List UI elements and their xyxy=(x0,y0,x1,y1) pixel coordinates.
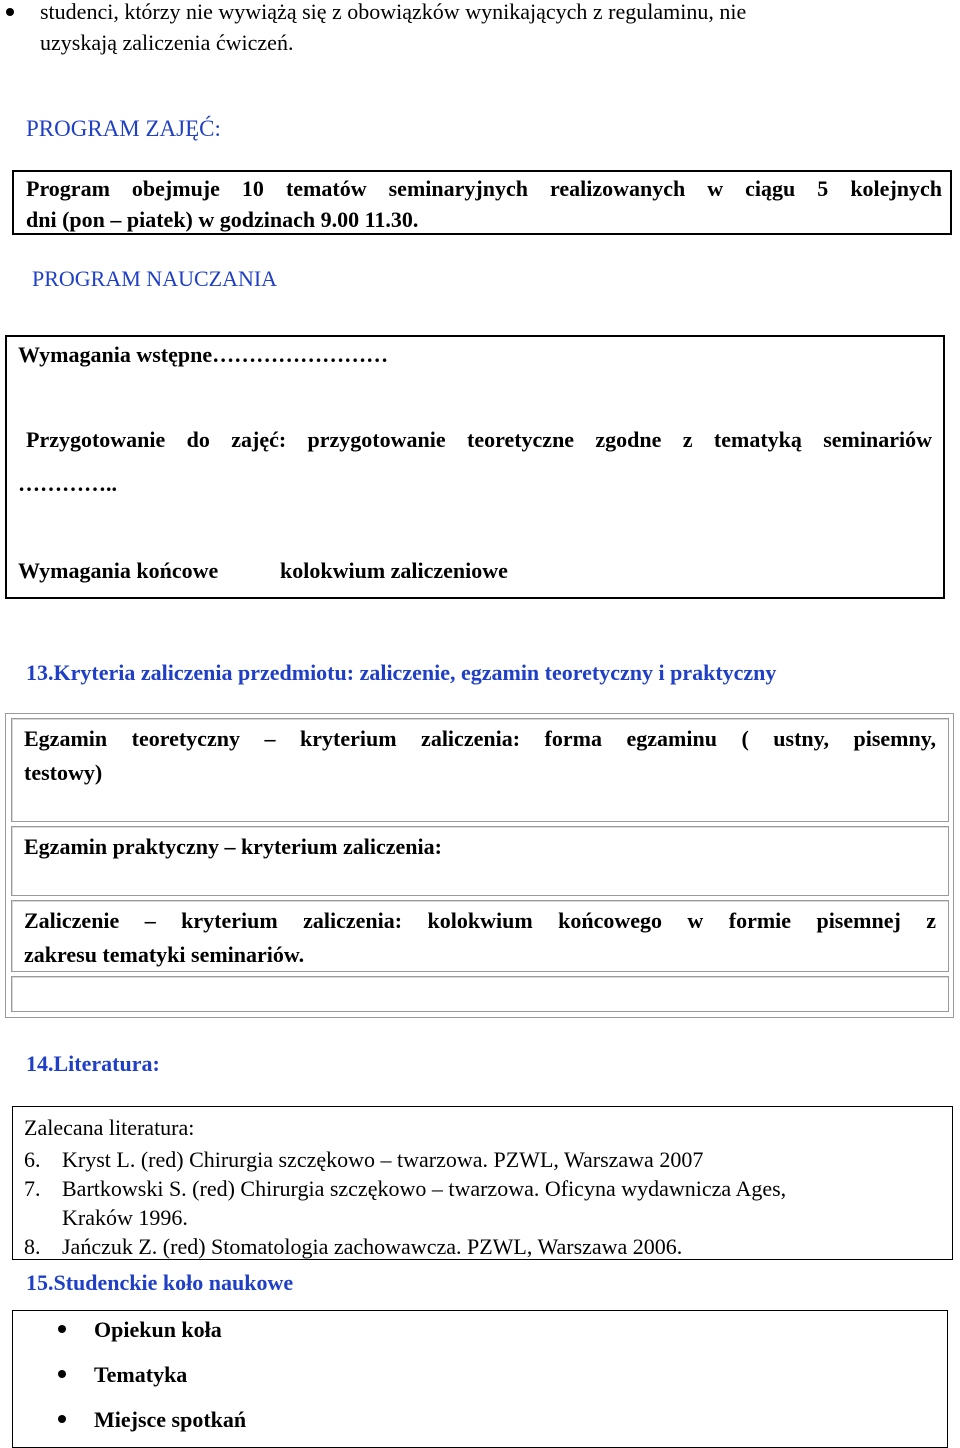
kolo-bullet-2 xyxy=(58,1370,66,1378)
kryteria-row3-line-2: zakresu tematyki seminariów. xyxy=(24,942,305,967)
intro-line-2: uzyskają zaliczenia ćwiczeń. xyxy=(40,30,294,55)
kolo-item-opiekun: Opiekun koła xyxy=(94,1317,222,1342)
kolo-bullet-3 xyxy=(58,1415,66,1423)
program-zajec-heading: PROGRAM ZAJĘĆ: xyxy=(26,116,221,141)
kryteria-row1-line-1: Egzamin teoretyczny – kryterium zaliczenia: forma egzaminu ( ustny, pisemny, xyxy=(24,726,936,751)
kryteria-row2: Egzamin praktyczny – kryterium zaliczenia: xyxy=(24,834,442,859)
kolo-item-miejsce: Miejsce spotkań xyxy=(94,1407,247,1432)
literatura-item-7-line-2: Kraków 1996. xyxy=(62,1205,188,1230)
literatura-item-8-num: 8. xyxy=(24,1234,41,1259)
wymagania-koncowe-value: kolokwium zaliczeniowe xyxy=(280,558,508,583)
literatura-subheading: Zalecana literatura: xyxy=(24,1115,195,1140)
literatura-item-8: Jańczuk Z. (red) Stomatologia zachowawcza. PZWL, Warszawa 2006. xyxy=(62,1234,683,1259)
przygotowanie-line-2: ………….. xyxy=(18,471,117,496)
literatura-heading: 14.Literatura: xyxy=(26,1051,160,1076)
kolo-heading: 15.Studenckie koło naukowe xyxy=(26,1270,294,1295)
program-nauczania-heading: PROGRAM NAUCZANIA xyxy=(32,266,278,291)
intro-line-1: studenci, którzy nie wywiążą się z obowiązków wynikających z regulaminu, nie xyxy=(40,0,747,24)
kolo-bullet-1 xyxy=(58,1325,66,1333)
program-zajec-line-2: dni (pon – piatek) w godzinach 9.00 11.30. xyxy=(26,207,419,232)
przygotowanie-line-1: Przygotowanie do zajęć: przygotowanie teoretyczne zgodne z tematyką seminariów xyxy=(26,427,932,452)
kryteria-cell-4 xyxy=(11,976,949,1012)
literatura-item-6-num: 6. xyxy=(24,1147,41,1172)
kolo-item-tematyka: Tematyka xyxy=(94,1362,188,1387)
kryteria-row3-line-1: Zaliczenie – kryterium zaliczenia: kolokwium końcowego w formie pisemnej z xyxy=(24,908,936,933)
intro-bullet xyxy=(6,8,14,16)
literatura-item-6: Kryst L. (red) Chirurgia szczękowo – twarzowa. PZWL, Warszawa 2007 xyxy=(62,1147,704,1172)
program-zajec-line-1: Program obejmuje 10 tematów seminaryjnych realizowanych w ciągu 5 kolejnych xyxy=(26,176,942,201)
wymagania-koncowe-label: Wymagania końcowe xyxy=(18,558,219,583)
kryteria-heading: 13.Kryteria zaliczenia przedmiotu: zaliczenie, egzamin teoretyczny i praktyczny xyxy=(26,660,777,685)
wymagania-wstepne: Wymagania wstępne…………………… xyxy=(18,342,389,367)
kryteria-row1-line-2: testowy) xyxy=(24,760,103,785)
literatura-item-7-line-1: Bartkowski S. (red) Chirurgia szczękowo – twarzowa. Oficyna wydawnicza Ages, xyxy=(62,1176,787,1201)
literatura-item-7-num: 7. xyxy=(24,1176,41,1201)
